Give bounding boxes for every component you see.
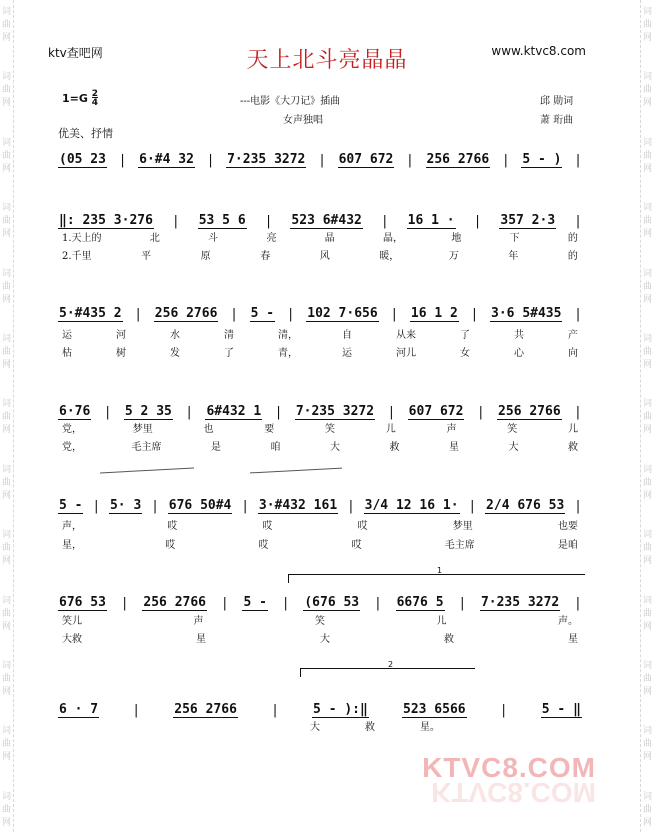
lyric-word: 大 — [508, 442, 519, 453]
lyric-word: 是咱 — [557, 540, 578, 551]
bar-line: | — [390, 307, 399, 322]
lyric-word: 的 — [567, 251, 578, 262]
measure: 256 2766 — [426, 152, 490, 167]
lyric-word: 也 — [203, 424, 214, 435]
key-signature: $1=G \frac{2}{4}$ — [62, 89, 99, 108]
measure: 6·76 — [59, 404, 91, 419]
measure: 256 2766 — [174, 702, 237, 717]
lyric-word: 党， — [62, 424, 82, 435]
lyric-word: 星 — [568, 634, 578, 645]
measure: 607 672 — [408, 404, 464, 419]
lyric-word: 也要 — [557, 521, 578, 532]
lyric-word: 了 — [224, 348, 234, 359]
measure: 5·#435 2 — [59, 306, 122, 321]
bar-line: | — [499, 703, 508, 718]
lyric-word: 哎 — [357, 521, 368, 532]
bar-line: | — [473, 214, 482, 229]
bar-line: | — [574, 499, 582, 514]
lyric-word: 风 — [319, 251, 330, 262]
bar-line: | — [406, 153, 414, 168]
lyric-word: 下 — [509, 233, 520, 244]
measure: 256 2766 — [143, 595, 207, 610]
lyric-verse-1 — [62, 229, 578, 244]
lyric-word: 哎 — [167, 521, 178, 532]
measure: 102 7·656 — [307, 306, 378, 321]
lyric-word: 笑 — [507, 424, 518, 435]
lyric-word: 清， — [278, 330, 298, 341]
bar-line: | — [271, 703, 279, 718]
measure: 357 2·3 — [500, 213, 556, 228]
lyric-word: 救 — [389, 442, 400, 453]
lyric-word: 2.千里 — [62, 251, 92, 262]
measure: 53 5 6 — [198, 213, 246, 228]
measure: (676 53 — [304, 595, 360, 610]
volta-bracket-1: 1 — [288, 574, 585, 583]
lyric-word: 从来 — [396, 330, 416, 341]
bar-line: | — [134, 307, 143, 322]
bar-line: | — [103, 405, 112, 420]
time-signature: $\frac{2}{4}$ — [91, 89, 99, 108]
lyric-word: 心 — [514, 348, 524, 359]
bar-line: | — [470, 307, 479, 322]
measure: 7·235 3272 — [227, 152, 306, 167]
measure: 2/4 676 53 — [486, 498, 565, 513]
lyric-word: 自 — [342, 330, 352, 341]
bar-line: | — [318, 153, 326, 168]
lyric-word: 春 — [260, 251, 271, 262]
measure: 16 1 2 — [410, 306, 458, 321]
bar-line: | — [120, 596, 129, 611]
measure: 7·235 3272 — [295, 404, 375, 419]
lyric-word: 星， — [62, 540, 82, 551]
lyric-word: 大 — [330, 442, 340, 453]
lyric-word: 清 — [224, 330, 234, 341]
notation-line — [58, 702, 582, 718]
left-watermark-strip: 词曲网 词曲网 词曲网 词曲网 词曲网 词曲网 词曲网 词曲网 词曲网 词曲网 词曲网 词曲网 词曲网 — [0, 0, 14, 832]
lyric-verse-2 — [62, 247, 578, 262]
measure: 5 - — [59, 498, 83, 513]
bar-line: | — [501, 153, 510, 168]
lyric-word: 儿 — [568, 424, 578, 435]
notation-line — [58, 498, 582, 514]
lyric-word: 哎 — [258, 540, 269, 551]
lyric-word: 大 — [320, 634, 330, 645]
lyric-word: 运 — [342, 348, 352, 359]
lyric-word: 青， — [278, 348, 298, 359]
lyric-word: 毛主席 — [444, 540, 475, 551]
watermark-logo: KTVC8.COM KTVC8.COM — [422, 752, 596, 808]
subtitle: ---电影《大刀记》插曲 — [240, 96, 341, 107]
lyric-word: 声。 — [558, 616, 578, 627]
right-watermark-strip: 词曲网 词曲网 词曲网 词曲网 词曲网 词曲网 词曲网 词曲网 词曲网 词曲网 词曲网 词曲网 词曲网 — [640, 0, 654, 832]
bar-line: | — [380, 214, 389, 229]
site-name-left: ktv查吧网 — [48, 46, 103, 60]
bar-line: | — [281, 596, 290, 611]
lyric-word: 枯 — [62, 348, 72, 359]
bar-line: | — [220, 596, 229, 611]
bar-line: | — [171, 214, 180, 229]
bar-line: | — [264, 214, 273, 229]
measure: 3·6 5#435 — [491, 306, 562, 321]
lyric-word: 女 — [460, 348, 470, 359]
lyric-word: 大 — [310, 722, 320, 733]
lyric-word: 声 — [446, 424, 457, 435]
measure: 256 2766 — [154, 306, 218, 321]
measure: 676 53 — [59, 595, 106, 610]
lyric-word: 哎 — [165, 540, 176, 551]
measure: 256 2766 — [498, 404, 561, 419]
measure: ‖: 235 3·276 — [59, 213, 153, 228]
lyric-word: 是 — [211, 442, 221, 453]
bar-line: | — [574, 405, 582, 420]
lyric-word: 笑 — [315, 616, 325, 627]
lyric-word: 党， — [62, 442, 82, 453]
bar-line: | — [206, 153, 215, 168]
volta-bracket-2: 2 — [300, 668, 475, 677]
lyric-word: 河儿 — [396, 348, 416, 359]
bar-line: | — [574, 596, 582, 611]
measure: 5 - ‖ — [541, 702, 581, 717]
lyric-word: 声， — [62, 521, 82, 532]
lyric-word: 原 — [200, 251, 211, 262]
lyric-verse-1 — [62, 612, 578, 627]
lyric-word: 星 — [196, 634, 206, 645]
lyric-word: 平 — [141, 251, 152, 262]
bar-line: | — [151, 499, 159, 514]
lyric-word: 梦里 — [452, 521, 473, 532]
lyric-word: 地 — [451, 233, 462, 244]
measure: 5 - — [250, 306, 275, 321]
bar-line: | — [241, 499, 250, 514]
lyric-verse-1 — [310, 718, 440, 733]
measure: (05 23 — [59, 152, 106, 167]
lyric-word: 星 — [449, 442, 459, 453]
site-url[interactable]: www.ktvc8.com — [491, 44, 586, 58]
lyric-word: 斗 — [208, 233, 219, 244]
measure: 5 2 35 — [124, 404, 172, 419]
measure: 16 1 · — [407, 213, 455, 228]
bar-line: | — [230, 307, 238, 322]
lyric-word: 向 — [568, 348, 578, 359]
measure: 5 - ):‖ — [313, 702, 368, 717]
bar-line: | — [132, 703, 141, 718]
lyric-word: 救 — [568, 442, 578, 453]
lyric-word: 哎 — [262, 521, 273, 532]
bar-line: | — [286, 307, 295, 322]
measure: 6·#4 32 — [139, 152, 194, 167]
measure: 3/4 12 16 1· — [364, 498, 459, 513]
measure: 5· 3 — [109, 498, 142, 513]
measure: 676 50#4 — [168, 498, 232, 513]
lyric-word: 笑 — [325, 424, 335, 435]
measure: 5 - ) — [522, 152, 562, 167]
lyric-verse-2 — [62, 344, 578, 359]
lyric-word: 水 — [170, 330, 180, 341]
dynamic-hairpin — [250, 468, 342, 480]
lyric-word: 救 — [365, 722, 375, 733]
bar-line: | — [476, 405, 485, 420]
lyric-verse-1 — [62, 326, 578, 341]
notation-line — [58, 152, 582, 168]
lyric-word: 1.天上的 — [62, 233, 102, 244]
lyric-verse-1 — [62, 420, 578, 435]
lyric-verse-1 — [62, 517, 578, 532]
lyric-word: 声 — [193, 616, 204, 627]
measure: 607 672 — [338, 152, 394, 167]
notation-line — [58, 306, 582, 322]
lyric-word: 儿 — [436, 616, 447, 627]
lyric-word: 儿 — [385, 424, 396, 435]
lyric-word: 的 — [567, 233, 578, 244]
notation-line — [58, 404, 582, 420]
lyric-word: 星。 — [420, 722, 440, 733]
notation-line — [58, 595, 582, 611]
lyric-word: 晶 — [324, 233, 335, 244]
lyric-word: 共 — [514, 330, 524, 341]
lyric-word: 梦里 — [132, 424, 153, 435]
lyric-word: 晶， — [383, 233, 404, 244]
bar-line: | — [468, 499, 477, 514]
bar-line: | — [574, 307, 582, 322]
measure: 523 6#432 — [291, 213, 362, 228]
lyric-word: 救 — [444, 634, 454, 645]
song-title: 天上北斗亮晶晶 — [246, 48, 408, 73]
measure: 3·#432 161 — [258, 498, 338, 513]
lyric-word: 暖， — [379, 251, 400, 262]
lyric-word: 产 — [568, 330, 578, 341]
lyric-word: 毛主席 — [131, 442, 162, 453]
lyric-word: 要 — [264, 424, 275, 435]
measure: 7·235 3272 — [480, 595, 560, 610]
lyric-verse-2 — [62, 630, 578, 645]
measure: 523 6566 — [403, 702, 466, 717]
dynamic-hairpin — [100, 468, 194, 480]
lyric-word: 了 — [460, 330, 470, 341]
bar-line: | — [185, 405, 194, 420]
bar-line: | — [92, 499, 101, 514]
lyric-word: 万 — [448, 251, 459, 262]
measure: 6#432 1 — [206, 404, 262, 419]
lyric-word: 运 — [62, 330, 72, 341]
lyric-word: 树 — [116, 348, 126, 359]
lyric-word: 河 — [116, 330, 126, 341]
lyric-verse-2 — [62, 438, 578, 453]
measure: 5 - — [243, 595, 267, 610]
lyric-word: 年 — [508, 251, 519, 262]
lyric-word: 亮 — [266, 233, 277, 244]
bar-line: | — [574, 153, 582, 168]
bar-line: | — [373, 596, 382, 611]
bar-line: | — [118, 153, 127, 168]
bar-line: | — [574, 214, 582, 229]
measure: 6 · 7 — [59, 702, 99, 717]
lyric-verse-2 — [62, 536, 578, 551]
lyric-word: 咱 — [270, 442, 281, 453]
tempo-marking: 优美、抒情 — [58, 127, 113, 140]
bar-line: | — [387, 405, 396, 420]
performance-type: 女声独唱 — [283, 115, 323, 126]
bar-line: | — [458, 596, 467, 611]
lyric-word: 发 — [170, 348, 180, 359]
lyric-word: 大救 — [62, 634, 82, 645]
lyric-word: 哎 — [351, 540, 362, 551]
measure: 6676 5 — [396, 595, 444, 610]
lyricist-credit: 邱 勋词 — [540, 96, 574, 107]
lyric-word: 笑儿 — [62, 616, 82, 627]
bar-line: | — [274, 405, 283, 420]
bar-line: | — [346, 499, 355, 514]
notation-line — [58, 213, 582, 229]
composer-credit: 萧 珩曲 — [540, 115, 574, 126]
lyric-word: 北 — [149, 233, 160, 244]
